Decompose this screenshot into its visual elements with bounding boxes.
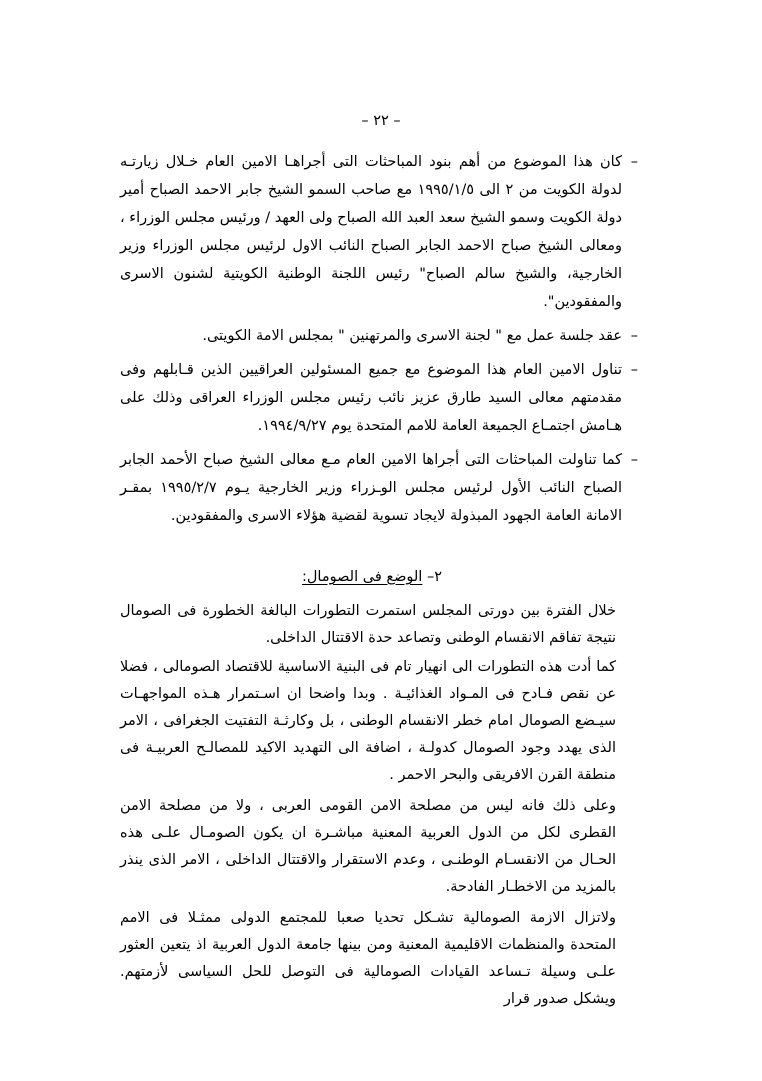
list-item-text: كان هذا الموضوع من أهم بنود المباحثات التى أجراهـا الامين العام خـلال زيارتـه لدولة الكويت من ٢ الى ١٩٩٥/١/٥ مع صاحب السمو الشيخ جابر الاحمد الصباح أمير دولة الكويت وسمو الشيخ سعد العبد الله الصباح ولى العهد / ورئيس مجلس الوزراء ، ومعالى الشيخ صباح الاحمد الجابر الصباح النائب الاول لرئيس مجلس الوزراء وزير الخارجية، والشيخ سالم الصباح" رئيس اللجنة الوطنية الكويتية لشنون الاسرى والمفقودين". xyxy=(120,154,622,310)
list-item xyxy=(120,356,638,440)
list-item-text: كما تناولت المباحثات التى أجراها الامين العام مـع معالى الشيخ صباح الأحمد الجابر الصباح النائب الأول لرئيس مجلس الوـزراء وزير الخارجية يـوم ١٩٩٥/٢/٧ بمقـر الامانة العامة الجهود المبذولة لايجاد تسوية لقضية هؤلاء الاسرى والمفقودين. xyxy=(120,452,622,524)
section-title: الوضع فى الصومال: xyxy=(302,569,423,585)
section-heading xyxy=(120,564,638,590)
dash-marker: – xyxy=(630,154,638,170)
page-number: – ٢٢ – xyxy=(361,113,401,129)
list-item-text: عقد جلسة عمل مع " لجنة الاسرى والمرتهنين " بمجلس الامة الكويتى. xyxy=(202,328,622,344)
paragraph: وعلى ذلك فانه ليس من مصلحة الامن القومى العربى ، ولا من مصلحة الامن القطرى لكل من الدول العربية المعنية مباشـرة ان يكون الصومـال علـى هذه الحـال من الانقسـام الوطنـى ، وعدم الاستقرار والاقتتال الداخلى ، الامر الذى ينذر بالمزيد من الاخطـار الفادحة. xyxy=(120,798,616,895)
document-body xyxy=(120,148,638,1017)
dash-marker: – xyxy=(630,452,638,468)
section-number: ٢– xyxy=(426,569,442,585)
dash-marker: – xyxy=(630,328,638,344)
paragraph: خلال الفترة بين دورتى المجلس استمرت التطورات البالغة الخطورة فى الصومال نتيجة تفاقم الانقسام الوطنى وتصاعد حدة الاقتتال الداخلى. xyxy=(120,603,616,646)
list-item xyxy=(120,148,638,316)
list-item-text: تناول الامين العام هذا الموضوع مع جميع المسئولين العراقيين الذين قـابلهم وفى مقدمتهم معالى السيد طارق عزيز نائب رئيس مجلس الوزراء العراقى وذلك على هـامش اجتمـاع الجميعة العامة للامم المتحدة يوم ١٩٩٤/٩/٢٧. xyxy=(120,362,622,434)
list-item xyxy=(120,322,638,350)
list-item xyxy=(120,446,638,530)
paragraph: ولاتزال الازمة الصومالية تشـكل تحديا صعبا للمجتمع الدولى ممثـلا فى الامم المتحدة والمنظمات الاقليمية المعنية ومن بينها جامعة الدول العربية اذ يتعين العثور علـى وسيلة تـساعد القيادات الصومالية فى التوصل للحل السياسى لأزمتهم. ويشكل صدور قرار xyxy=(120,910,616,1007)
dash-marker: – xyxy=(630,362,638,378)
paragraph: كما أدت هذه التطورات الى انهيار تام فى البنية الاساسية للاقتصاد الصومالى ، فضلا عن نقص فـادح فى المـواد الغذائيـة . وبدا واضحا ان اسـتمرار هـذه المواجهـات سيـضع الصومال امام خطر الانقسام الوطنى ، بل وكارثـة التفتيت الجغرافى ، الامر الذى يهدد وجود الصومال كدولـة ، اضافة الى التهديد الاكيد للمصالـح العربيـة فى منطقة القرن الافريقى والبحر الاحمر . xyxy=(120,659,616,783)
